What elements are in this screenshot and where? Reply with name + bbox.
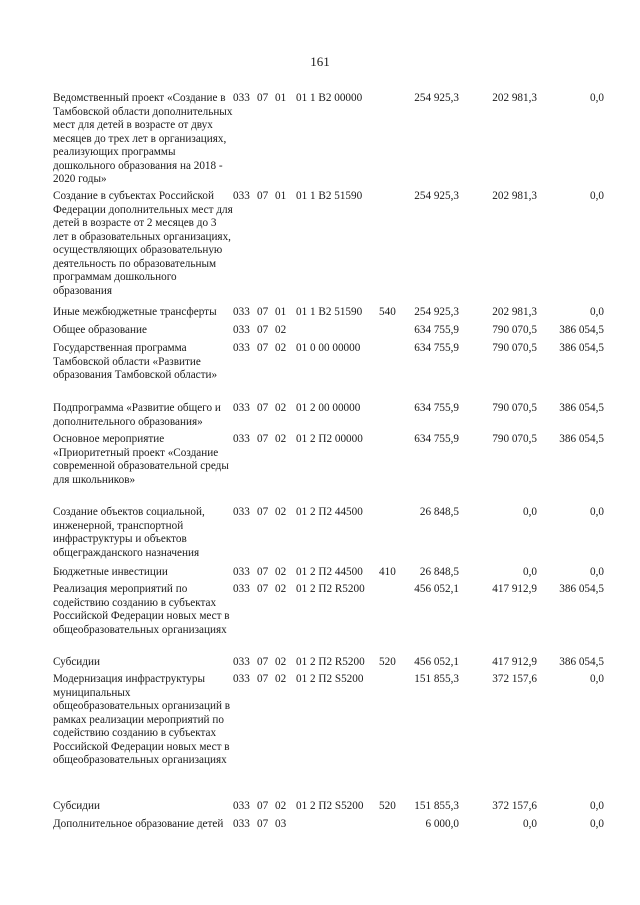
amount-col1: 151 855,3 xyxy=(414,800,459,812)
amount-col1: 634 755,9 xyxy=(414,342,459,354)
row-name: Создание в субъектах Российской Федерации дополнительных мест для детей в возрасте от 2 месяцев до 3 лет в образовательных организациях, осуществляющих образовательную деятельность по образовательным программам дошкольного образования xyxy=(53,190,233,297)
row-name: Создание объектов социальной, инженерной, транспортной инфраструктуры и объектов общегражданского назначения xyxy=(53,506,205,559)
amount-col3: 0,0 xyxy=(590,673,604,685)
code-target-item: 01 2 П2 R5200 xyxy=(296,656,365,668)
code-department: 033 xyxy=(233,190,250,202)
code-target-item: 01 2 П2 S5200 xyxy=(296,800,364,812)
amount-col3: 0,0 xyxy=(590,818,604,830)
code-department: 033 xyxy=(233,324,250,336)
code-subsection: 02 xyxy=(275,673,287,685)
code-section: 07 xyxy=(257,506,269,518)
amount-col1: 254 925,3 xyxy=(414,190,459,202)
row-name: Бюджетные инвестиции xyxy=(53,566,168,578)
amount-col1: 456 052,1 xyxy=(414,656,459,668)
amount-col2: 417 912,9 xyxy=(492,583,537,595)
amount-col3: 386 054,5 xyxy=(559,342,604,354)
amount-col3: 386 054,5 xyxy=(559,656,604,668)
code-expense-type: 410 xyxy=(379,566,396,578)
code-subsection: 02 xyxy=(275,342,287,354)
code-subsection: 02 xyxy=(275,566,287,578)
code-target-item: 01 0 00 00000 xyxy=(296,342,361,354)
amount-col2: 372 157,6 xyxy=(492,800,537,812)
code-subsection: 01 xyxy=(275,190,287,202)
amount-col1: 634 755,9 xyxy=(414,433,459,445)
code-subsection: 02 xyxy=(275,324,287,336)
row-name: Дополнительное образование детей xyxy=(53,818,224,830)
code-department: 033 xyxy=(233,402,250,414)
amount-col3: 386 054,5 xyxy=(559,324,604,336)
row-name: Субсидии xyxy=(53,656,100,668)
amount-col3: 0,0 xyxy=(590,506,604,518)
code-department: 033 xyxy=(233,306,250,318)
code-department: 033 xyxy=(233,673,250,685)
amount-col2: 790 070,5 xyxy=(492,402,537,414)
amount-col2: 417 912,9 xyxy=(492,656,537,668)
code-subsection: 02 xyxy=(275,800,287,812)
amount-col1: 151 855,3 xyxy=(414,673,459,685)
amount-col1: 634 755,9 xyxy=(414,324,459,336)
code-target-item: 01 2 П2 S5200 xyxy=(296,673,364,685)
amount-col3: 386 054,5 xyxy=(559,583,604,595)
code-subsection: 02 xyxy=(275,656,287,668)
page-number: 161 xyxy=(310,54,330,69)
amount-col2: 790 070,5 xyxy=(492,324,537,336)
code-subsection: 02 xyxy=(275,402,287,414)
code-department: 033 xyxy=(233,433,250,445)
code-subsection: 02 xyxy=(275,583,287,595)
code-section: 07 xyxy=(257,342,269,354)
row-name: Основное мероприятие «Приоритетный проект «Создание современной образовательной среды для школьников» xyxy=(53,433,229,486)
code-section: 07 xyxy=(257,92,269,104)
amount-col2: 202 981,3 xyxy=(492,306,537,318)
code-department: 033 xyxy=(233,506,250,518)
row-name: Общее образование xyxy=(53,324,147,336)
amount-col3: 386 054,5 xyxy=(559,433,604,445)
row-name: Подпрограмма «Развитие общего и дополнительного образования» xyxy=(53,402,221,428)
code-expense-type: 540 xyxy=(379,306,396,318)
code-target-item: 01 1 В2 51590 xyxy=(296,306,363,318)
code-section: 07 xyxy=(257,656,269,668)
code-department: 033 xyxy=(233,92,250,104)
code-target-item: 01 2 П2 00000 xyxy=(296,433,363,445)
code-department: 033 xyxy=(233,566,250,578)
amount-col1: 634 755,9 xyxy=(414,402,459,414)
amount-col3: 0,0 xyxy=(590,566,604,578)
code-department: 033 xyxy=(233,656,250,668)
code-target-item: 01 2 П2 R5200 xyxy=(296,583,365,595)
code-section: 07 xyxy=(257,190,269,202)
code-section: 07 xyxy=(257,583,269,595)
amount-col3: 0,0 xyxy=(590,190,604,202)
amount-col1: 254 925,3 xyxy=(414,306,459,318)
row-name: Ведомственный проект «Создание в Тамбовской области дополнительных мест для детей в возрасте от двух месяцев до трех лет в организациях, реализующих программы дошкольного образования на 2018 - 2020 годы» xyxy=(53,92,233,185)
amount-col2: 202 981,3 xyxy=(492,92,537,104)
row-name: Иные межбюджетные трансферты xyxy=(53,306,217,318)
code-target-item: 01 1 В2 51590 xyxy=(296,190,363,202)
code-subsection: 01 xyxy=(275,92,287,104)
row-name: Модернизация инфраструктуры муниципальных общеобразовательных организаций в рамках реализации мероприятий по содействию созданию в субъектах Российской Федерации новых мест в общеобразовательных организациях xyxy=(53,673,231,766)
amount-col2: 0,0 xyxy=(523,506,537,518)
code-section: 07 xyxy=(257,324,269,336)
amount-col2: 790 070,5 xyxy=(492,433,537,445)
code-department: 033 xyxy=(233,583,250,595)
code-section: 07 xyxy=(257,818,269,830)
code-target-item: 01 2 П2 44500 xyxy=(296,566,363,578)
code-section: 07 xyxy=(257,800,269,812)
amount-col2: 790 070,5 xyxy=(492,342,537,354)
row-name: Субсидии xyxy=(53,800,100,812)
code-section: 07 xyxy=(257,433,269,445)
code-expense-type: 520 xyxy=(379,800,396,812)
code-section: 07 xyxy=(257,673,269,685)
code-subsection: 02 xyxy=(275,506,287,518)
code-target-item: 01 2 00 00000 xyxy=(296,402,361,414)
code-department: 033 xyxy=(233,818,250,830)
amount-col3: 386 054,5 xyxy=(559,402,604,414)
amount-col2: 202 981,3 xyxy=(492,190,537,202)
code-expense-type: 520 xyxy=(379,656,396,668)
code-department: 033 xyxy=(233,800,250,812)
amount-col1: 6 000,0 xyxy=(425,818,459,830)
amount-col1: 26 848,5 xyxy=(419,566,459,578)
amount-col3: 0,0 xyxy=(590,92,604,104)
amount-col1: 456 052,1 xyxy=(414,583,459,595)
code-section: 07 xyxy=(257,306,269,318)
amount-col3: 0,0 xyxy=(590,306,604,318)
code-target-item: 01 2 П2 44500 xyxy=(296,506,363,518)
code-section: 07 xyxy=(257,566,269,578)
amount-col1: 254 925,3 xyxy=(414,92,459,104)
amount-col2: 0,0 xyxy=(523,566,537,578)
amount-col2: 0,0 xyxy=(523,818,537,830)
row-name: Государственная программа Тамбовской области «Развитие образования Тамбовской области» xyxy=(53,342,218,381)
amount-col1: 26 848,5 xyxy=(419,506,459,518)
amount-col2: 372 157,6 xyxy=(492,673,537,685)
code-section: 07 xyxy=(257,402,269,414)
code-subsection: 03 xyxy=(275,818,287,830)
code-subsection: 01 xyxy=(275,306,287,318)
code-target-item: 01 1 В2 00000 xyxy=(296,92,363,104)
row-name: Реализация мероприятий по содействию созданию в субъектах Российской Федерации новых мест в общеобразовательных организациях xyxy=(53,583,230,636)
amount-col3: 0,0 xyxy=(590,800,604,812)
code-subsection: 02 xyxy=(275,433,287,445)
code-department: 033 xyxy=(233,342,250,354)
